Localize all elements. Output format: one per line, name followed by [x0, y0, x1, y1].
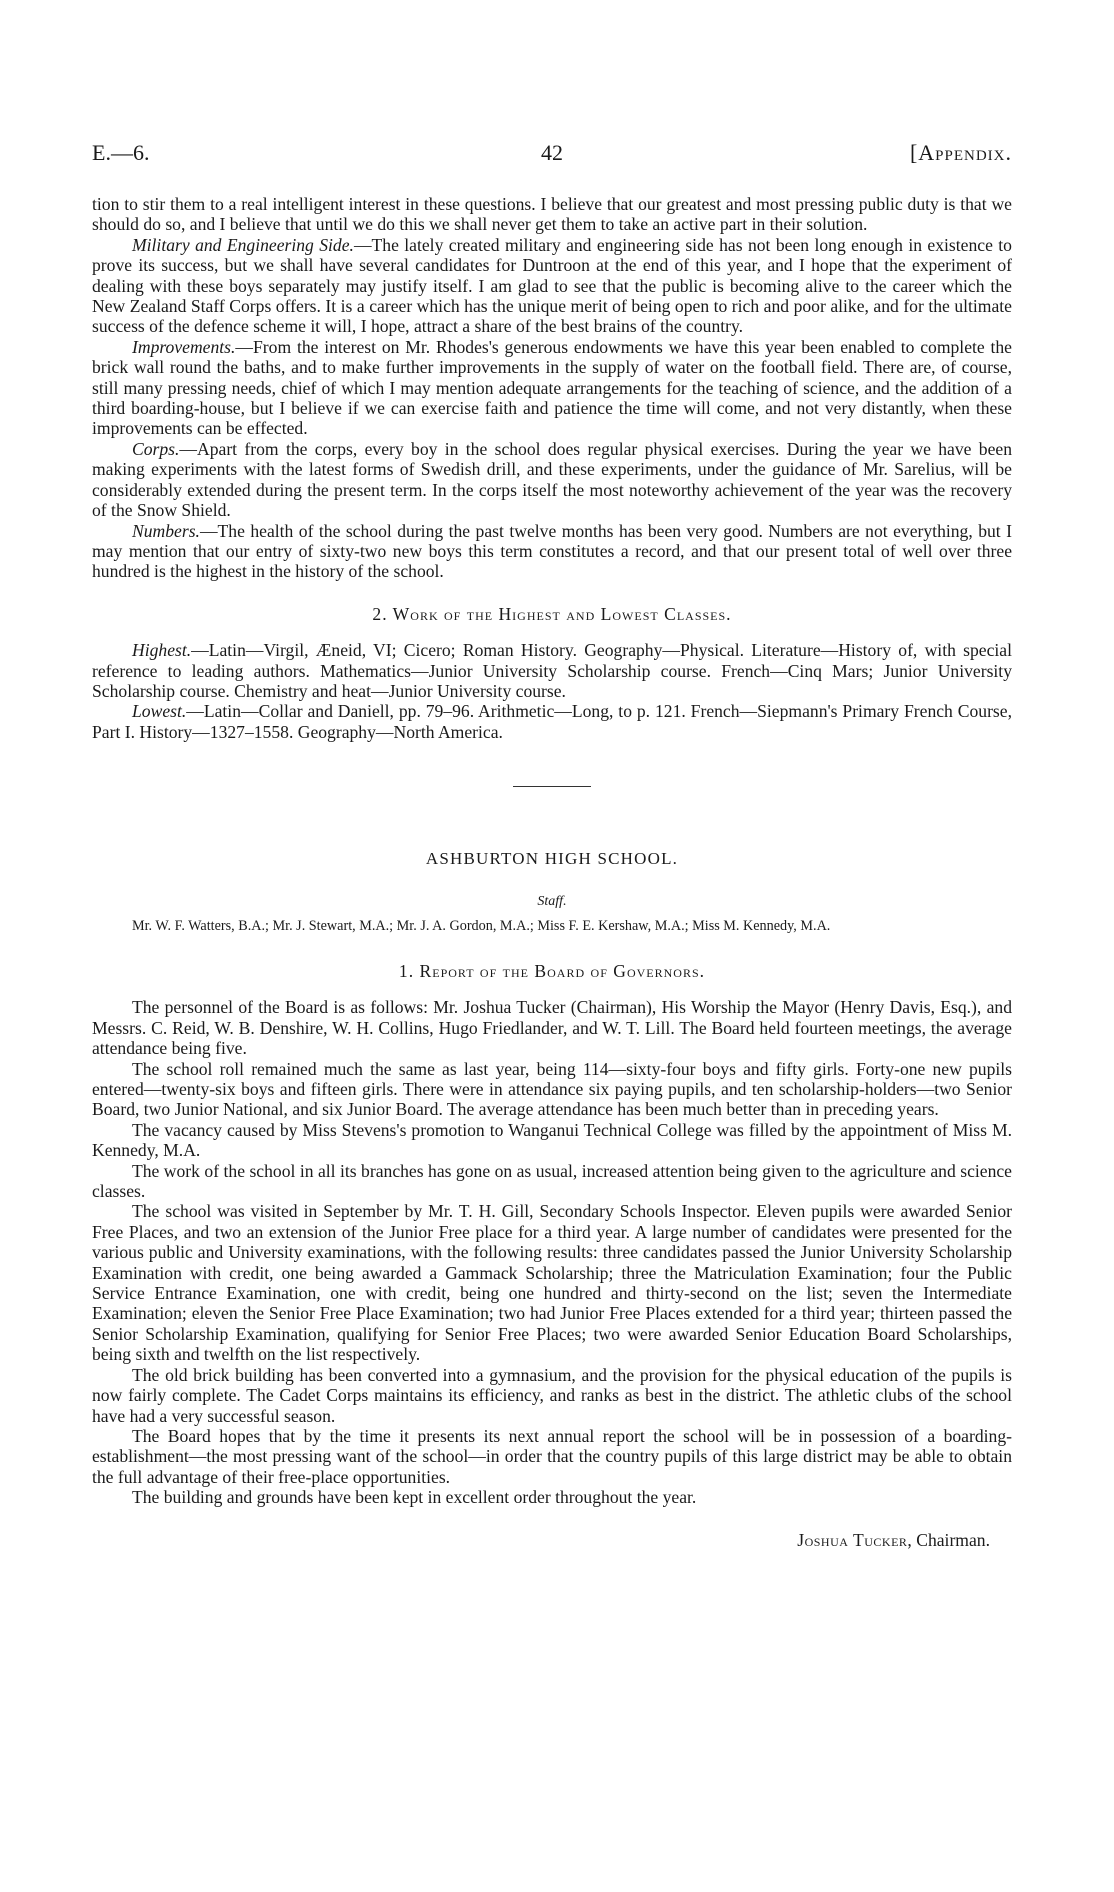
staff-heading: Staff.: [537, 893, 567, 909]
paragraph-text: —From the interest on Mr. Rhodes's generous endowments we have this year been enabled to complete the brick wall round the baths, and to make further improvements in the supply of water on the football field. There are, of course, still many pressing needs, chief of which I may mention adequate arrangements for the teaching of science, and the addition of a third boarding-house, but I believe if we can exercise faith and patience the time will come, and not very distantly, when these improvements can be effected.: [92, 336, 1012, 439]
paragraph-numbers: [92, 521, 1012, 582]
section-label: [Appendix.: [909, 140, 1012, 165]
report-paragraph: The Board hopes that by the time it presents its next annual report the school will be in possession of a boarding-establishment—the most pressing want of the school—in order that the country pupils of this large district may be able to obtain the full advantage of their free-place opportunities.: [92, 1425, 1012, 1487]
paragraph-military-side: [92, 235, 1012, 337]
document-reference: E.—6.: [92, 140, 150, 165]
signature-title: , Chairman.: [907, 1529, 990, 1550]
paragraph-text: —Latin—Collar and Daniell, pp. 79–96. Arithmetic—Long, to p. 121. French—Siepmann's Primary French Course, Part I. History—1327–1558. Geography—North America.: [92, 701, 1012, 742]
school-title: ASHBURTON HIGH SCHOOL.: [425, 849, 679, 869]
paragraph-lead: Highest.: [132, 640, 192, 661]
paragraph-text: —The health of the school during the past twelve months has been very good. Numbers are not everything, but I may mention that our entry of sixty-two new boys this term constitutes a record, and that our present total of well over three hundred is the highest in the history of the school.: [92, 520, 1012, 582]
report-paragraph: The vacancy caused by Miss Stevens's promotion to Wanganui Technical College was filled by the appointment of Miss M. Kennedy, M.A.: [92, 1119, 1012, 1161]
page-body: [92, 194, 1012, 1550]
report-paragraph: The school roll remained much the same as last year, being 114—sixty-four boys and fifty girls. Forty-one new pupils entered—twenty-six boys and fifteen girls. There were in attendance six paying pupils, and ten scholarship-holders—two Senior Board, two Junior National, and six Junior Board. The average attendance has been much better than in preceding years.: [92, 1058, 1012, 1120]
paragraph-lead: Numbers.: [132, 520, 200, 541]
report-paragraph: The old brick building has been converted into a gymnasium, and the provision for the physical education of the pupils is now fairly complete. The Cadet Corps maintains its efficiency, and ranks as best in the district. The athletic clubs of the school have had a very successful season.: [92, 1364, 1012, 1426]
paragraph-highest: [92, 640, 1012, 701]
report-paragraph: The school was visited in September by Mr. T. H. Gill, Secondary Schools Inspector. Eleven pupils were awarded Senior Free Places, and two an extension of the Junior Free place for a third year. A large number of candidates were presented for the various public and University examinations, with the following results: three candidates passed the Junior University Scholarship Examination with credit, one being awarded a Gammack Scholarship; three the Matriculation Examination; four the Public Service Entrance Examination, one with credit, being one hundred and thirty-second on the list; seven the Intermediate Examination; eleven the Senior Free Place Examination; two had Junior Free Places extended for a third year; thirteen passed the Senior Scholarship Examination, qualifying for Senior Free Places; two were awarded Senior Education Board Scholarships, being sixth and twelfth on the list respectively.: [92, 1201, 1012, 1365]
continuation-paragraph: tion to stir them to a real intelligent interest in these questions. I believe that our greatest and most pressing public duty is that we should do so, and I believe that until we do this we shall never get them to take an active part in their solution.: [92, 194, 1012, 235]
paragraph-lowest: [92, 701, 1012, 742]
paragraph-text: —The lately created military and engineering side has not been long enough in existence to prove its success, but we shall have several candidates for Duntroon at the end of this year, and I hope that the experiment of dealing with these boys separately may justify itself. I am glad to see that the public is becoming alive to the career which the New Zealand Staff Corps offers. It is a career which has the unique merit of being open to rich and poor alike, and for the ultimate success of the defence scheme it will, I hope, attract a share of the best brains of the country.: [92, 234, 1012, 337]
paragraph-text: —Latin—Virgil, Æneid, VI; Cicero; Roman History. Geography—Physical. Literature—History of, with special reference to leading authors. Mathematics—Junior University Scholarship course. French—Cinq Mars; Junior University Scholarship course. Chemistry and heat—Junior University course.: [92, 640, 1012, 701]
page-number: 42: [541, 140, 563, 165]
paragraph-text: —Apart from the corps, every boy in the school does regular physical exercises. During the year we have been making experiments with the latest forms of Swedish drill, and these experiments, under the guidance of Mr. Sarelius, will be considerably extended during the present term. In the corps itself the most noteworthy achievement of the year was the recovery of the Snow Shield.: [92, 438, 1012, 521]
paragraph-lead: Corps.: [132, 438, 180, 459]
report-paragraph: The personnel of the Board is as follows: Mr. Joshua Tucker (Chairman), His Worship the Mayor (Henry Davis, Esq.), and Messrs. C. Reid, W. B. Denshire, W. H. Collins, Hugo Friedlander, and W. T. Lill. The Board held fourteen meetings, the average attendance being five.: [92, 997, 1012, 1059]
signature: [92, 1530, 1012, 1550]
paragraph-lead: Lowest.: [132, 701, 187, 722]
staff-list: Mr. W. F. Watters, B.A.; Mr. J. Stewart, M.A.; Mr. J. A. Gordon, M.A.; Miss F. E. Kershaw, M.A.; Miss M. Kennedy, M.A.: [132, 917, 831, 934]
section-heading-work: 2. Work of the Highest and Lowest Classes.: [372, 603, 732, 624]
report-paragraph: The building and grounds have been kept in excellent order throughout the year.: [132, 1487, 697, 1508]
report-paragraph: The work of the school in all its branches has gone on as usual, increased attention being given to the agriculture and science classes.: [92, 1160, 1012, 1202]
section-heading-report: 1. Report of the Board of Governors.: [398, 960, 706, 981]
signature-name: Joshua Tucker: [797, 1529, 908, 1550]
paragraph-lead: Improvements.: [132, 336, 236, 357]
page-header: [92, 140, 1012, 170]
paragraph-lead: Military and Engineering Side.: [132, 234, 354, 255]
paragraph-improvements: [92, 337, 1012, 439]
paragraph-corps: [92, 439, 1012, 521]
